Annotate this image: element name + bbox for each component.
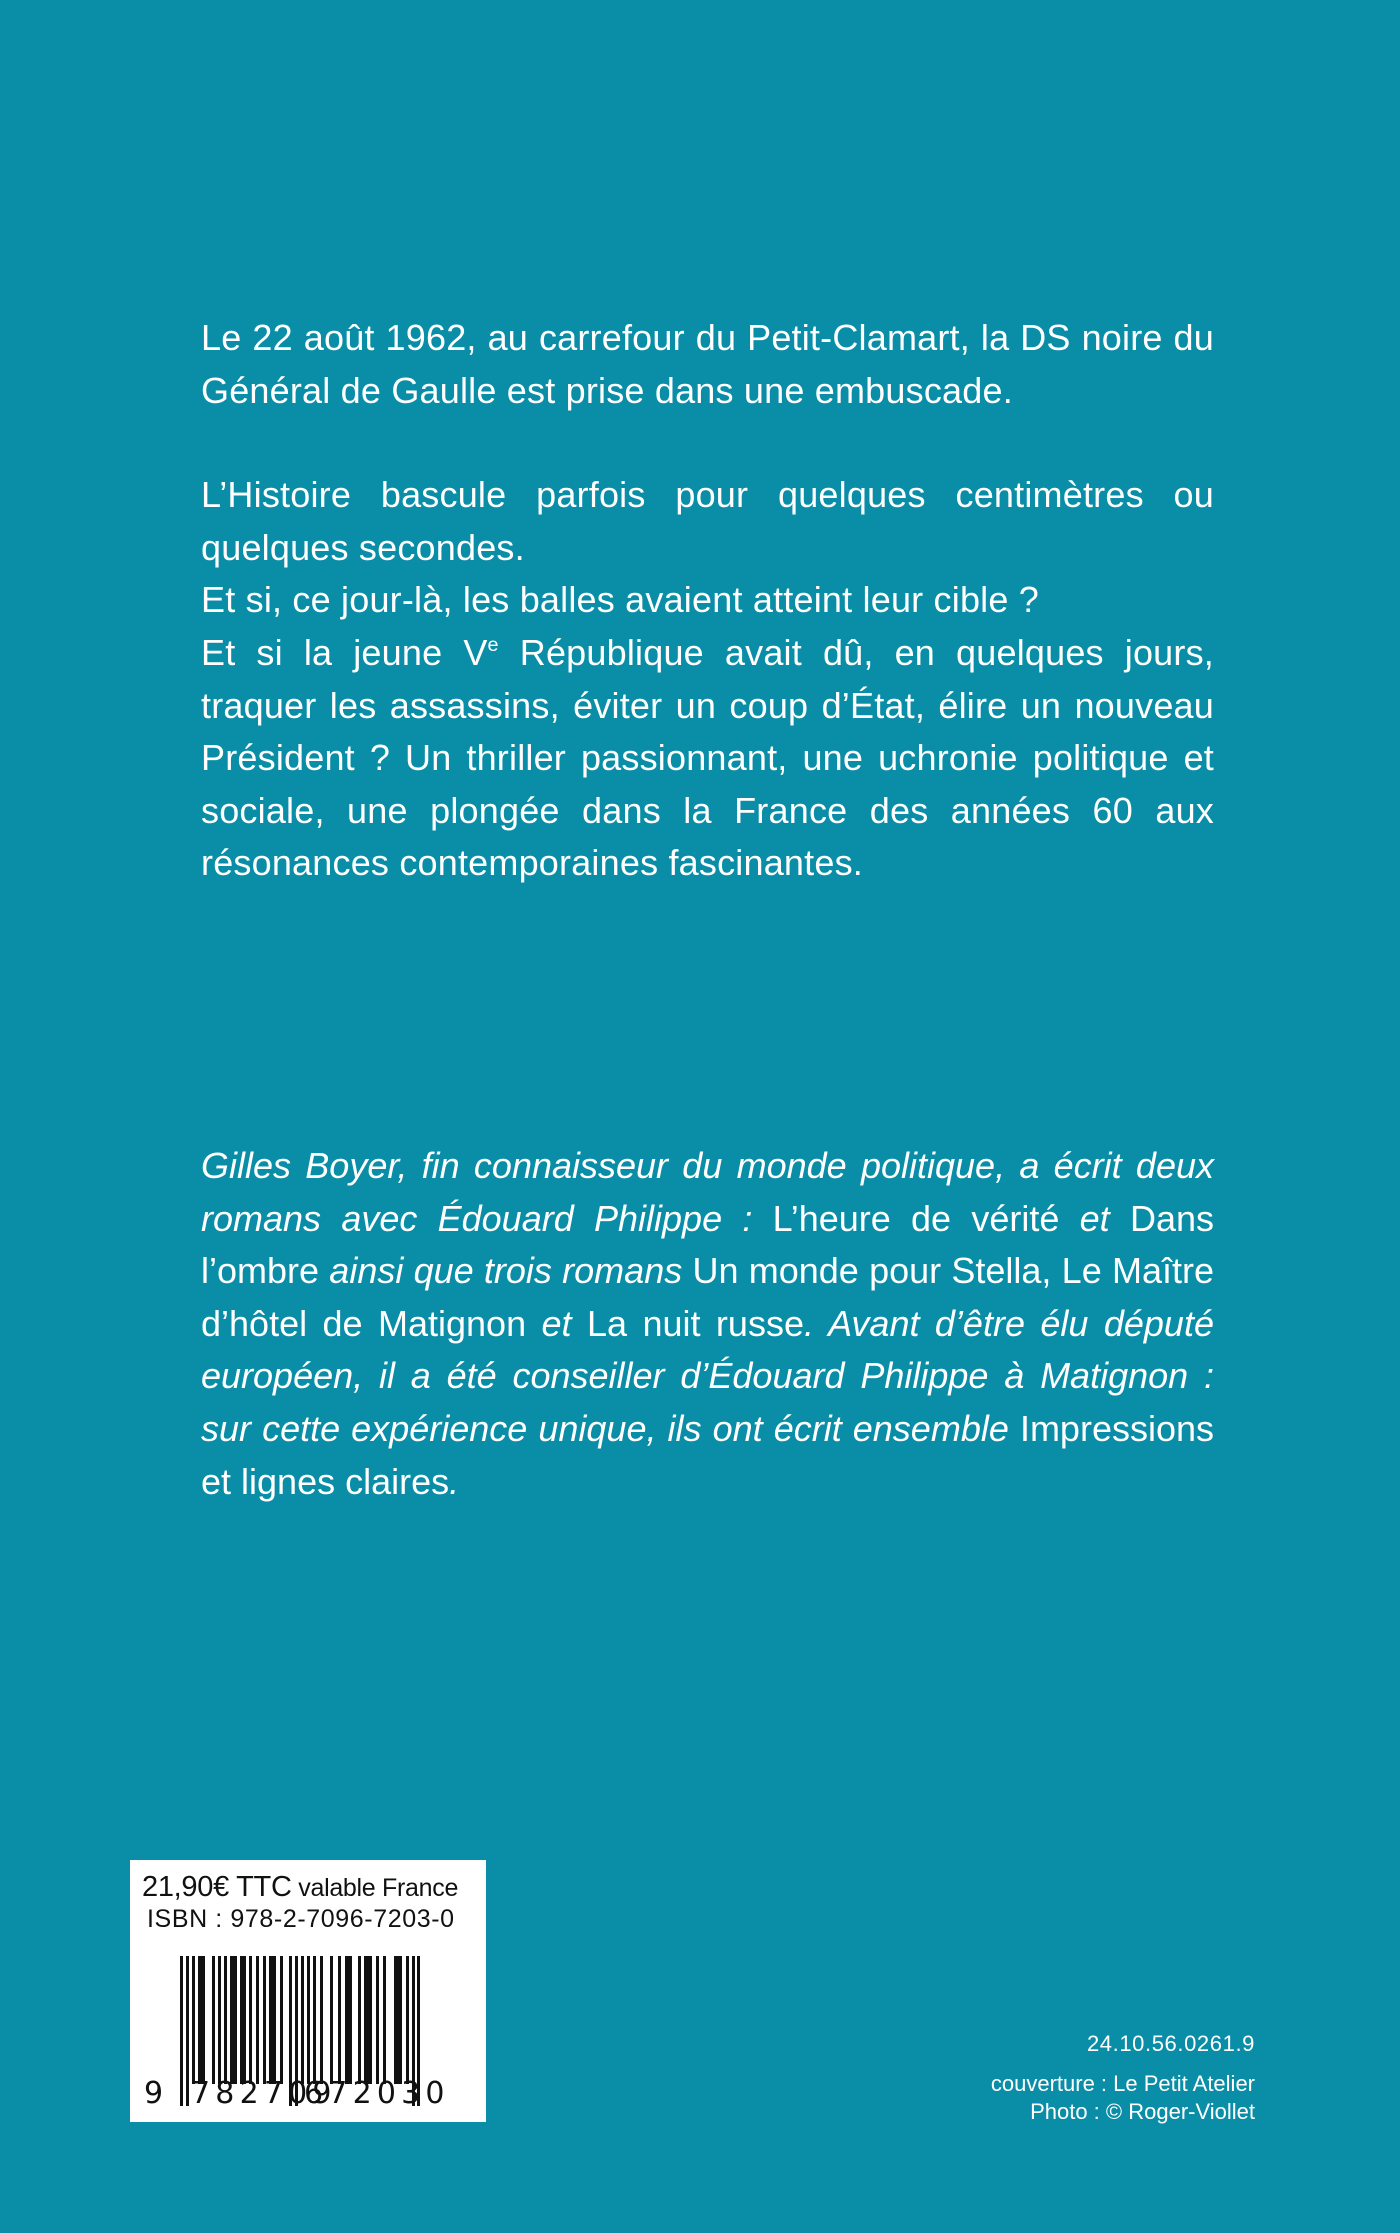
- superscript-e: e: [487, 634, 499, 657]
- book-title: L’heure de vérité: [772, 1197, 1060, 1239]
- photo-credit: Photo : © Roger-Viollet: [1030, 2099, 1255, 2124]
- bio-text: .: [449, 1460, 460, 1502]
- book-title: Impressions et lignes claires: [201, 1407, 1214, 1502]
- blurb-paragraph-2b: Et si, ce jour-là, les balles avaient atteint leur cible ?: [201, 579, 1040, 621]
- bio-text: et: [526, 1302, 587, 1344]
- book-title: La nuit russe: [586, 1302, 804, 1344]
- barcode-digit-first: 9: [144, 2076, 169, 2111]
- cover-credit: couverture : Le Petit Atelier: [990, 2071, 1255, 2096]
- book-title: Dans l’ombre: [201, 1197, 1215, 1292]
- credits: [991, 2030, 1255, 2126]
- price: 21,90€ TTC: [142, 1871, 292, 1903]
- barcode-number: [130, 2074, 486, 2114]
- blurb-text: Et si la jeune V: [201, 631, 488, 673]
- bio-text: Gilles Boyer, fin connaisseur du monde politique, a écrit deux romans avec Édouard Philippe :: [201, 1145, 1214, 1239]
- product-code: 24.10.56.0261.9: [1086, 2031, 1255, 2056]
- price-line: [142, 1871, 458, 1904]
- blurb-paragraph-2c: [201, 627, 1214, 890]
- blurb-paragraph-2a: L’Histoire bascule parfois pour quelques centimètres ou quelques secondes.: [201, 474, 1214, 568]
- book-title: Un monde pour Stella, Le Maître d’hôtel de Matignon: [201, 1250, 1214, 1344]
- price-note: valable France: [298, 1874, 459, 1902]
- back-cover-blurb: [201, 312, 1214, 890]
- isbn: ISBN : 978-2-7096-7203-0: [147, 1905, 455, 1933]
- author-bio: [201, 1140, 1214, 1508]
- barcode-digits-left: 782709: [191, 2076, 337, 2111]
- price-barcode-box: [130, 1860, 486, 2122]
- blurb-text: République avait dû, en quelques jours, traquer les assassins, éviter un coup d’État, élire un nouveau Président ? Un thriller passionnant, une uchronie politique et sociale, une plongée dans la France des années 60 aux résonances contemporaines fascinantes.: [201, 631, 1214, 884]
- barcode-digits-right: 672030: [304, 2076, 450, 2111]
- bio-text: et: [1059, 1197, 1130, 1239]
- blurb-paragraph-1: Le 22 août 1962, au carrefour du Petit-Clamart, la DS noire du Général de Gaulle est prise dans une embuscade.: [201, 317, 1214, 411]
- bio-text: ainsi que trois romans: [319, 1250, 693, 1292]
- bio-text: . Avant d’être élu député européen, il a été conseiller d’Édouard Philippe à Matignon : sur cette expérience unique, ils ont écrit ensemble: [201, 1302, 1214, 1449]
